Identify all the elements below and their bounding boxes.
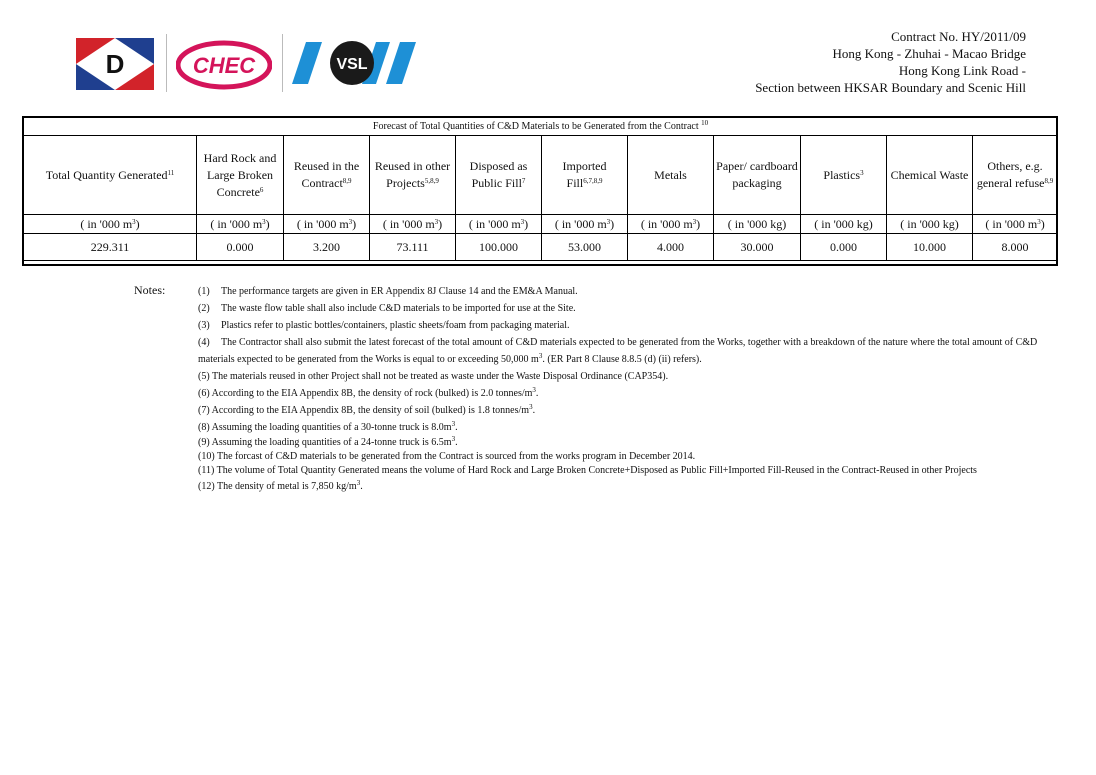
column-header: Reused in other Projects$^{5,8,9}$ bbox=[370, 136, 456, 215]
note-item: (4) The Contractor shall also submit the latest forecast of the total amount of C&D materials expected to be generated from the Works, together with a breakdown of the nature where the total amount of C&D materials expected to be generated from the Works is equal to or exceeding 50,000 $m^3$. (ER Part 8 Clause 8.8.5 (d) (ii) refers). bbox=[198, 337, 1038, 365]
column-header: Paper/ cardboard packaging bbox=[714, 136, 801, 215]
chec-logo-text: CHEC bbox=[192, 53, 256, 78]
contract-number: Contract No. HY/2011/09 bbox=[891, 29, 1026, 44]
value-cell: 10.000 bbox=[887, 234, 973, 261]
unit-cell: ( in '000 $m^3$) bbox=[24, 215, 197, 234]
table-title-text: Forecast of Total Quantities of C&D Materials to be Generated from the Contract bbox=[372, 121, 699, 132]
column-header: Reused in the Contract$^{8,9}$ bbox=[284, 136, 370, 215]
column-header: Others, e.g. general refuse$^{8,9}$ bbox=[973, 136, 1058, 215]
unit-cell: ( in '000 $m^3$) bbox=[370, 215, 456, 234]
unit-cell: ( in '000 $m^3$) bbox=[197, 215, 284, 234]
note-item: (5) The materials reused in other Project shall not be treated as waste under the Waste Disposal Ordinance (CAP354). bbox=[198, 371, 669, 382]
column-header: Imported Fill$^{6,7,8,9}$ bbox=[542, 136, 628, 215]
value-cell: 4.000 bbox=[628, 234, 714, 261]
value-cell: 0.000 bbox=[801, 234, 887, 261]
unit-cell: ( in '000 $m^3$) bbox=[973, 215, 1058, 234]
column-header: Hard Rock and Large Broken Concrete$^6$ bbox=[197, 136, 284, 215]
value-cell: 73.111 bbox=[370, 234, 456, 261]
note-item: (3) Plastics refer to plastic bottles/containers, plastic sheets/foam from packaging material. bbox=[198, 320, 570, 331]
vsl-logo bbox=[292, 40, 420, 86]
table-title-sup: 10 bbox=[701, 119, 709, 127]
column-header: Metals bbox=[628, 136, 714, 215]
project-subtitle: Hong Kong Link Road - bbox=[898, 63, 1026, 78]
column-header: Plastics$^3$ bbox=[801, 136, 887, 215]
project-section: Section between HKSAR Boundary and Scenic Hill bbox=[755, 80, 1026, 95]
contract-header bbox=[755, 28, 1026, 96]
value-cell: 53.000 bbox=[542, 234, 628, 261]
unit-cell: ( in '000 $m^3$) bbox=[628, 215, 714, 234]
note-item: (12) The density of metal is 7,850 $kg/m^3$. bbox=[198, 479, 363, 492]
dragages-logo-letter: D bbox=[105, 49, 125, 79]
value-cell: 3.200 bbox=[284, 234, 370, 261]
values-row bbox=[24, 234, 1058, 261]
column-header: Total Quantity Generated$^{11}$ bbox=[24, 136, 197, 215]
unit-cell: ( in '000 kg) bbox=[801, 215, 887, 234]
cd-materials-table bbox=[23, 117, 1058, 261]
column-header: Chemical Waste bbox=[887, 136, 973, 215]
value-cell: 8.000 bbox=[973, 234, 1058, 261]
header-row bbox=[24, 136, 1058, 215]
project-name: Hong Kong - Zhuhai - Macao Bridge bbox=[832, 46, 1026, 61]
note-item: (8) Assuming the loading quantities of a 30-tonne truck is $8.0m^3$. bbox=[198, 420, 458, 433]
notes-label: Notes: bbox=[134, 283, 166, 297]
note-item: (10) The forcast of C&D materials to be generated from the Contract is sourced from the works program in December 2014. bbox=[198, 451, 696, 462]
dragages-logo bbox=[76, 38, 154, 90]
note-item: (7) According to the EIA Appendix 8B, the density of soil (bulked) is 1.8 tonnes/$m^3$. bbox=[198, 403, 536, 416]
value-cell: 100.000 bbox=[456, 234, 542, 261]
column-header: Disposed as Public Fill$^7$ bbox=[456, 136, 542, 215]
note-item: (6) According to the EIA Appendix 8B, the density of rock (bulked) is 2.0 tonnes/$m^3$. bbox=[198, 386, 539, 399]
unit-cell: ( in '000 $m^3$) bbox=[456, 215, 542, 234]
note-item: (11) The volume of Total Quantity Generated means the volume of Hard Rock and Large Broken Concrete+Disposed as Public Fill+Imported Fill-Reused in the Contract-Reused in other Projects bbox=[198, 465, 977, 476]
chec-logo bbox=[176, 40, 272, 90]
logo-divider bbox=[282, 34, 283, 92]
note-item: (2) The waste flow table shall also include C&D materials to be imported for use at the Site. bbox=[198, 303, 576, 314]
notes-list bbox=[198, 283, 1062, 495]
unit-cell: ( in '000 $m^3$) bbox=[542, 215, 628, 234]
table-title bbox=[24, 118, 1058, 136]
logo-divider bbox=[166, 34, 167, 92]
unit-cell: ( in '000 $m^3$) bbox=[284, 215, 370, 234]
value-cell: 30.000 bbox=[714, 234, 801, 261]
units-row bbox=[24, 215, 1058, 234]
value-cell: 229.311 bbox=[24, 234, 197, 261]
vsl-logo-text: VSL bbox=[336, 56, 368, 73]
note-item: (9) Assuming the loading quantities of a 24-tonne truck is $6.5m^3$. bbox=[198, 435, 458, 448]
unit-cell: ( in '000 kg) bbox=[887, 215, 973, 234]
value-cell: 0.000 bbox=[197, 234, 284, 261]
note-item: (1) The performance targets are given in ER Appendix 8J Clause 14 and the EM&A Manual. bbox=[198, 286, 578, 297]
unit-cell: ( in '000 kg) bbox=[714, 215, 801, 234]
